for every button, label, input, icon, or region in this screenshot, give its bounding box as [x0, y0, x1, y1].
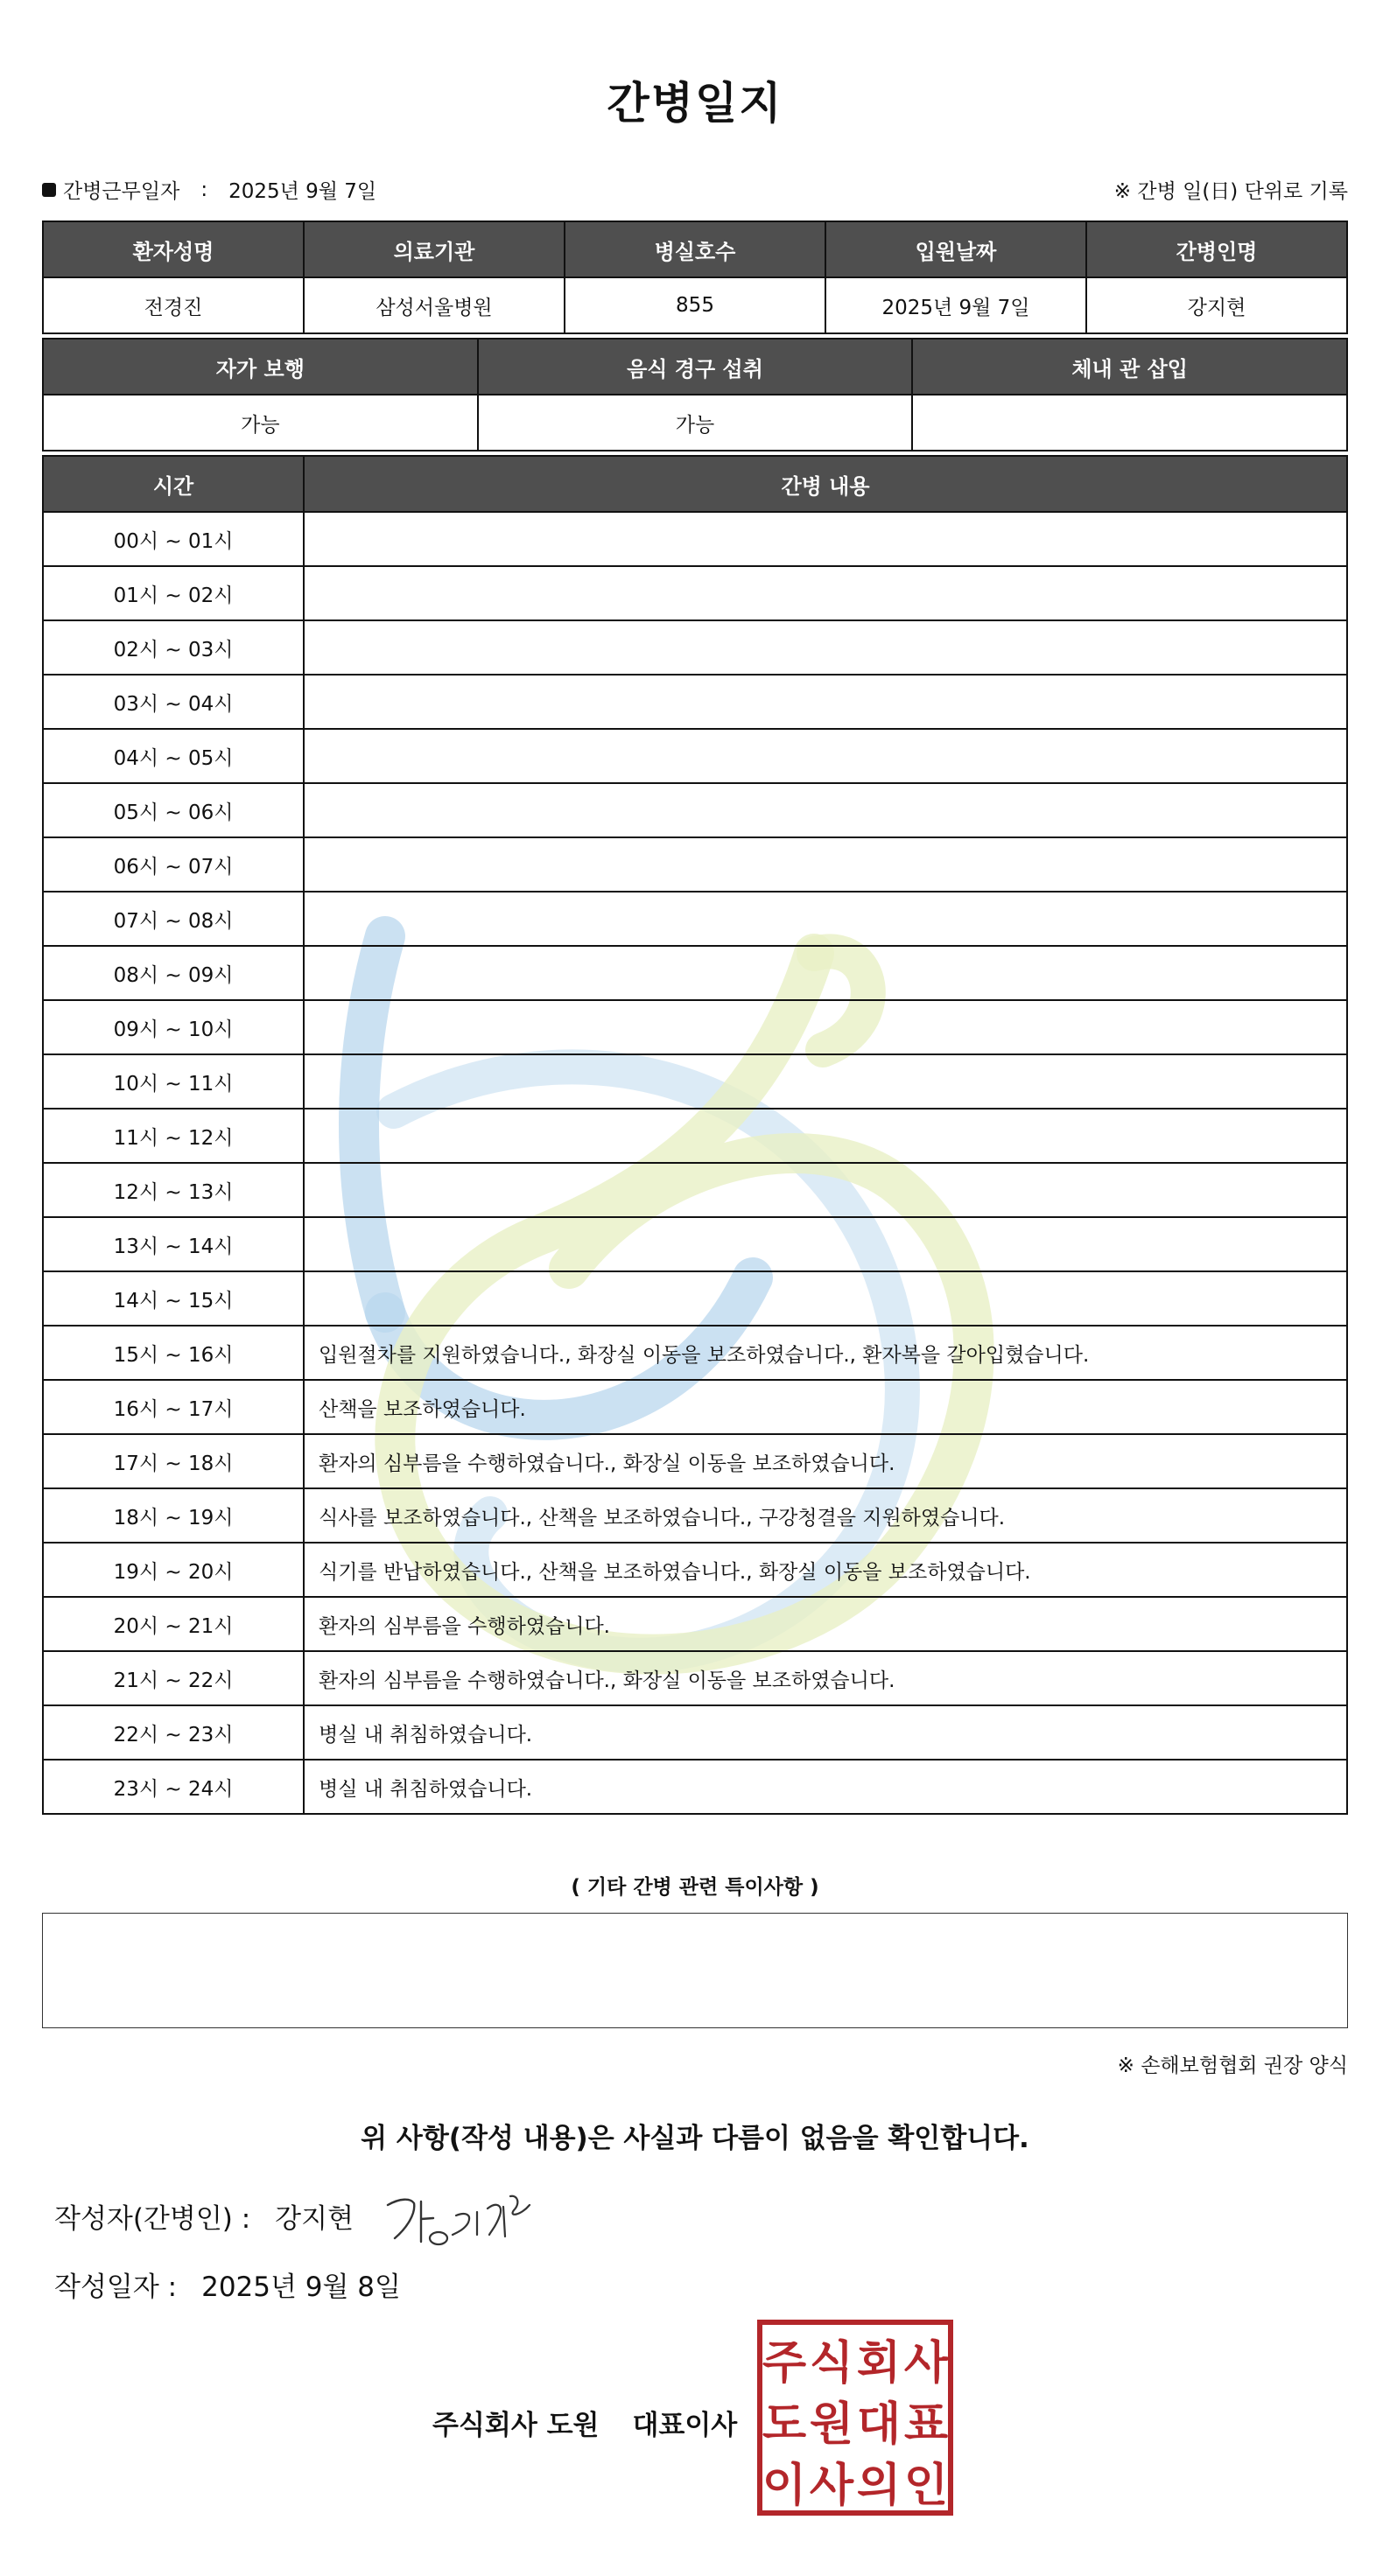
care-log-row [43, 1488, 1347, 1543]
care-log-content [304, 1271, 1347, 1326]
care-log-time: 04시 ~ 05시 [43, 729, 304, 783]
care-log-time: 16시 ~ 17시 [43, 1380, 304, 1434]
care-log-time: 18시 ~ 19시 [43, 1488, 304, 1543]
header-patient-name: 환자성명 [43, 221, 304, 277]
care-log-content [304, 620, 1347, 675]
value-hospital: 삼성서울병원 [304, 277, 565, 333]
care-log-row [43, 1054, 1347, 1109]
writer-name: 강지현 [275, 2203, 355, 2235]
seal-glyph: 주 [762, 2337, 807, 2390]
care-log-row [43, 1271, 1347, 1326]
care-log-content: 식사를 보조하였습니다., 산책을 보조하였습니다., 구강청결을 지원하였습니다. [304, 1488, 1347, 1543]
care-log-row [43, 1543, 1347, 1597]
written-date-label: 작성일자 : [54, 2272, 178, 2303]
care-log-row [43, 1651, 1347, 1705]
seal-glyph: 표 [903, 2398, 949, 2451]
value-patient-name: 전경진 [43, 277, 304, 333]
care-log-row [43, 512, 1347, 566]
header-hospital: 의료기관 [304, 221, 565, 277]
care-log-time: 12시 ~ 13시 [43, 1163, 304, 1217]
care-log-row [43, 566, 1347, 620]
care-date-colon: : [200, 178, 208, 201]
care-log-content [304, 1163, 1347, 1217]
care-log-content [304, 566, 1347, 620]
care-date-label: 간병근무일자 [63, 180, 180, 203]
writer-label: 작성자(간병인) : [54, 2203, 251, 2235]
care-log-content [304, 675, 1347, 729]
care-log-row [43, 1760, 1347, 1814]
company-representative: 대표이사 [632, 2410, 738, 2441]
handwritten-signature [381, 2189, 547, 2250]
care-log-time: 15시 ~ 16시 [43, 1326, 304, 1380]
seal-glyph: 사 [809, 2460, 854, 2512]
care-log-time: 14시 ~ 15시 [43, 1271, 304, 1326]
care-log-row [43, 1597, 1347, 1651]
care-log-row [43, 1434, 1347, 1488]
care-log-time: 07시 ~ 08시 [43, 892, 304, 946]
header-admission-date: 입원날짜 [825, 221, 1086, 277]
patient-status-header-row [43, 339, 1347, 395]
care-log-time: 11시 ~ 12시 [43, 1109, 304, 1163]
hourly-care-log-table [42, 455, 1348, 1815]
seal-glyph: 원 [809, 2398, 854, 2451]
care-log-row [43, 837, 1347, 892]
care-log-content [304, 946, 1347, 1000]
seal-glyph: 의 [856, 2460, 902, 2512]
care-log-content: 병실 내 취침하였습니다. [304, 1760, 1347, 1814]
value-room-number: 855 [565, 277, 825, 333]
header-care-content: 간병 내용 [304, 456, 1347, 512]
writer-row [54, 2196, 354, 2236]
care-log-content: 입원절차를 지원하였습니다., 화장실 이동을 보조하였습니다., 환자복을 갈아입혔습니다. [304, 1326, 1347, 1380]
seal-glyph: 인 [903, 2460, 949, 2512]
company-name: 주식회사 도원 [432, 2410, 600, 2441]
care-log-header-row [43, 456, 1347, 512]
care-log-time: 02시 ~ 03시 [43, 620, 304, 675]
care-log-time: 19시 ~ 20시 [43, 1543, 304, 1597]
care-log-row [43, 783, 1347, 837]
value-self-walking: 가능 [43, 395, 478, 451]
care-log-time: 13시 ~ 14시 [43, 1217, 304, 1271]
patient-info-table [42, 220, 1348, 334]
header-tube-insertion: 체내 관 삽입 [912, 339, 1347, 395]
care-log-content [304, 1109, 1347, 1163]
care-log-time: 23시 ~ 24시 [43, 1760, 304, 1814]
written-date-row [54, 2264, 401, 2304]
care-log-content: 환자의 심부름을 수행하였습니다., 화장실 이동을 보조하였습니다. [304, 1651, 1347, 1705]
care-log-row [43, 1217, 1347, 1271]
care-log-content [304, 729, 1347, 783]
care-log-row [43, 946, 1347, 1000]
form-recommendation-note: ※ 손해보험협회 권장 양식 [1117, 2054, 1348, 2077]
header-caregiver-name: 간병인명 [1086, 221, 1347, 277]
care-log-content [304, 892, 1347, 946]
value-caregiver-name: 강지현 [1086, 277, 1347, 333]
care-log-time: 00시 ~ 01시 [43, 512, 304, 566]
care-log-time: 21시 ~ 22시 [43, 1651, 304, 1705]
care-log-content [304, 1054, 1347, 1109]
patient-status-table [42, 338, 1348, 452]
header-time: 시간 [43, 456, 304, 512]
page-title: 간병일지 [607, 78, 783, 129]
care-log-content: 환자의 심부름을 수행하였습니다. [304, 1597, 1347, 1651]
care-log-time: 08시 ~ 09시 [43, 946, 304, 1000]
care-log-content [304, 512, 1347, 566]
care-log-row [43, 1163, 1347, 1217]
care-log-row [43, 892, 1347, 946]
seal-glyph: 이 [762, 2460, 807, 2512]
value-oral-intake: 가능 [478, 395, 913, 451]
daily-record-note: ※ 간병 일(日) 단위로 기록 [1113, 180, 1348, 203]
special-notes-label: ( 기타 간병 관련 특이사항 ) [571, 1876, 819, 1899]
company-seal-stamp [756, 2319, 954, 2516]
seal-glyph: 대 [856, 2398, 902, 2451]
care-log-row [43, 1705, 1347, 1760]
company-signature-line [432, 2403, 737, 2442]
seal-glyph: 식 [809, 2337, 854, 2390]
care-log-row [43, 1000, 1347, 1054]
care-log-content: 식기를 반납하였습니다., 산책을 보조하였습니다., 화장실 이동을 보조하였습니다. [304, 1543, 1347, 1597]
patient-status-value-row [43, 395, 1347, 451]
care-log-time: 01시 ~ 02시 [43, 566, 304, 620]
care-log-time: 06시 ~ 07시 [43, 837, 304, 892]
care-log-content [304, 1000, 1347, 1054]
value-tube-insertion [912, 395, 1347, 451]
care-log-content [304, 1217, 1347, 1271]
care-log-row [43, 675, 1347, 729]
patient-info-value-row [43, 277, 1347, 333]
care-log-row [43, 620, 1347, 675]
care-log-row [43, 1326, 1347, 1380]
care-log-content [304, 837, 1347, 892]
seal-glyph: 도 [762, 2398, 807, 2451]
confirmation-statement: 위 사항(작성 내용)은 사실과 다름이 없음을 확인합니다. [361, 2123, 1029, 2154]
care-log-time: 10시 ~ 11시 [43, 1054, 304, 1109]
care-log-body [43, 512, 1347, 1814]
care-log-time: 20시 ~ 21시 [43, 1597, 304, 1651]
care-date-value: 2025년 9월 7일 [228, 180, 377, 203]
care-log-content: 병실 내 취침하였습니다. [304, 1705, 1347, 1760]
care-log-content: 산책을 보조하였습니다. [304, 1380, 1347, 1434]
care-log-content: 환자의 심부름을 수행하였습니다., 화장실 이동을 보조하였습니다. [304, 1434, 1347, 1488]
header-room-number: 병실호수 [565, 221, 825, 277]
care-log-time: 17시 ~ 18시 [43, 1434, 304, 1488]
header-oral-intake: 음식 경구 섭취 [478, 339, 913, 395]
care-date-row [42, 175, 376, 204]
special-notes-box [42, 1913, 1348, 2028]
care-log-content [304, 783, 1347, 837]
care-log-time: 09시 ~ 10시 [43, 1000, 304, 1054]
care-log-row [43, 1380, 1347, 1434]
care-log-time: 03시 ~ 04시 [43, 675, 304, 729]
care-log-time: 22시 ~ 23시 [43, 1705, 304, 1760]
header-self-walking: 자가 보행 [43, 339, 478, 395]
care-log-row [43, 729, 1347, 783]
value-admission-date: 2025년 9월 7일 [825, 277, 1086, 333]
seal-glyph: 회 [856, 2337, 902, 2390]
care-log-row [43, 1109, 1347, 1163]
bullet-square-icon [42, 183, 56, 197]
seal-glyph: 사 [903, 2337, 949, 2390]
care-log-time: 05시 ~ 06시 [43, 783, 304, 837]
written-date-value: 2025년 9월 8일 [201, 2272, 401, 2303]
patient-info-header-row [43, 221, 1347, 277]
